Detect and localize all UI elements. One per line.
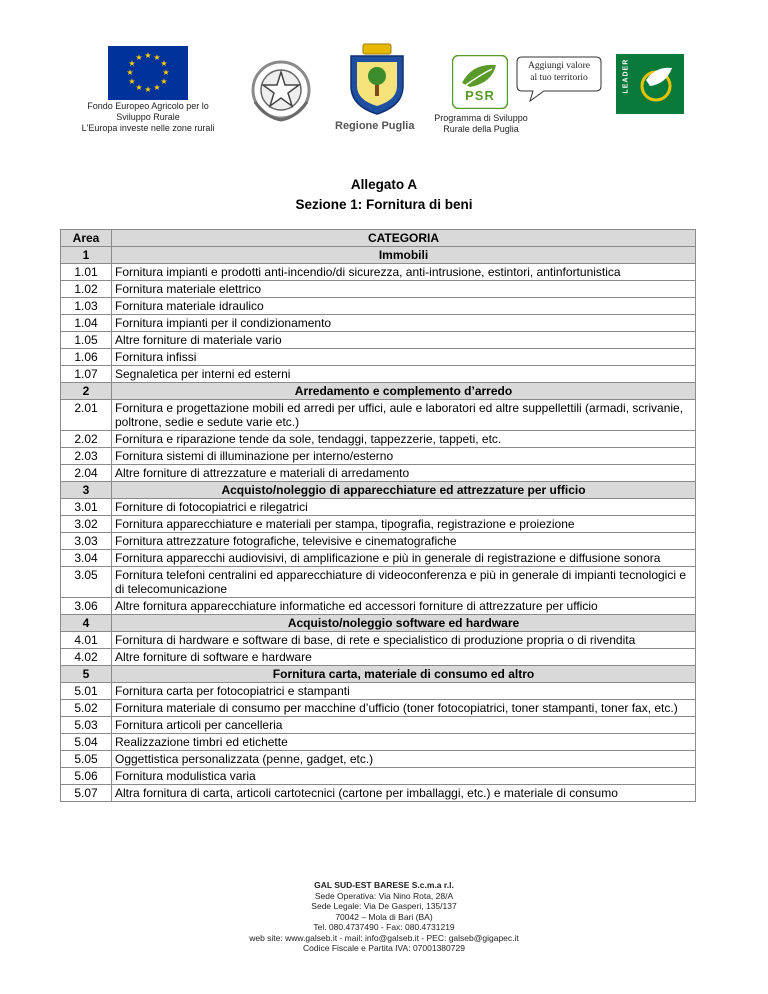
table-row [61,516,696,533]
title-allegato: Allegato A [350,177,418,192]
table-row [61,281,696,298]
area-code-cell: 2 [61,383,112,400]
eu-caption: Fondo Europeo Agricolo per lo Sviluppo Rurale L'Europa investe nelle zone rurali [81,101,215,133]
area-code-cell: 3.05 [61,567,112,598]
svg-text:★: ★ [135,83,143,92]
area-code-cell: 5.03 [61,717,112,734]
area-code-cell: 5.06 [61,768,112,785]
category-cell: Altre forniture di materiale vario [112,332,696,349]
section-title-cell: Acquisto/noleggio software ed hardware [112,615,696,632]
footer-sede-operativa: Sede Operativa: Via Nino Rota, 28/A [314,890,454,901]
category-cell: Oggettistica personalizzata (penne, gadget, etc.) [112,751,696,768]
leader-logo [616,54,684,114]
category-cell: Fornitura e progettazione mobili ed arredi per uffici, aule e laboratori ed altre suppellettili (armadi, scrivanie, poltrone, sedie e sedute varie etc.) [112,400,696,431]
area-code-cell: 5 [61,666,112,683]
area-code-cell: 1.07 [61,366,112,383]
area-code-cell: 1.01 [61,264,112,281]
bubble-line-1: Aggiungi valore [527,61,590,71]
eu-flag-logo [108,46,188,100]
svg-text:★: ★ [153,53,161,62]
footer-city: 70042 – Mola di Bari (BA) [335,911,433,922]
svg-text:★: ★ [128,77,136,86]
table-row [61,264,696,281]
table-row [61,785,696,802]
category-cell: Fornitura carta per fotocopiatrici e stampanti [112,683,696,700]
table-row [61,400,696,431]
category-cell: Fornitura attrezzature fotografiche, televisive e cinematografiche [112,533,696,550]
category-cell: Fornitura materiale di consumo per macchine d’ufficio (toner fotocopiatrici, toner stampanti, toner fax, etc.) [112,700,696,717]
italian-republic-emblem [247,56,315,124]
table-row [61,649,696,666]
table-row [61,700,696,717]
area-code-cell: 4.02 [61,649,112,666]
area-code-cell: 3.02 [61,516,112,533]
category-cell: Fornitura materiale elettrico [112,281,696,298]
category-cell: Fornitura e riparazione tende da sole, tendaggi, tappezzerie, tappeti, etc. [112,431,696,448]
svg-text:★: ★ [162,68,170,77]
table-row [61,683,696,700]
psr-logo-text: PSR [465,88,495,103]
table-row [61,366,696,383]
category-cell: Fornitura telefoni centralini ed apparecchiature di videoconferenza e più in generale di impianti tecnologici e di telecomunicazione [112,567,696,598]
area-code-cell: 1.02 [61,281,112,298]
area-code-cell: 4.01 [61,632,112,649]
category-cell: Fornitura infissi [112,349,696,366]
area-code-cell: 1.05 [61,332,112,349]
area-code-cell: 2.02 [61,431,112,448]
table-row [61,315,696,332]
section-title-cell: Acquisto/noleggio di apparecchiature ed attrezzature per ufficio [112,482,696,499]
table-header-row [61,230,696,247]
category-cell: Fornitura modulistica varia [112,768,696,785]
regione-puglia-caption: Regione Puglia [335,120,415,132]
footer [0,880,768,954]
category-cell: Segnaletica per interni ed esterni [112,366,696,383]
category-cell: Fornitura apparecchiature e materiali per stampa, tipografia, registrazione e proiezione [112,516,696,533]
area-code-cell: 2.04 [61,465,112,482]
area-code-cell: 1.06 [61,349,112,366]
category-column-header: CATEGORIA [112,230,696,247]
category-cell: Fornitura impianti per il condizionamento [112,315,696,332]
psr-caption: Programma di Sviluppo Rurale della Puglia [434,113,528,134]
footer-phone: Tel. 080.4737490 - Fax: 080.4731219 [313,922,455,932]
category-cell: Fornitura di hardware e software di base, di rete e specialistico di produzione propria o di rivendita [112,632,696,649]
section-title-cell: Arredamento e complemento d’arredo [112,383,696,400]
table-row [61,567,696,598]
svg-text:★: ★ [153,83,161,92]
category-cell: Altre fornitura apparecchiature informatiche ed accessori forniture di attrezzature per ufficio [112,598,696,615]
svg-text:★: ★ [128,59,136,68]
footer-org-name: GAL SUD-EST BARESE S.c.m.a r.l. [314,880,454,890]
category-table [60,229,696,802]
area-code-cell: 5.01 [61,683,112,700]
bubble-line-2: al tuo territorio [530,73,588,83]
regione-puglia-crest [345,42,409,116]
table-row [61,734,696,751]
category-cell: Altra fornitura di carta, articoli cartotecnici (cartone per imballaggi, etc.) e materiale di consumo [112,785,696,802]
area-code-cell: 4 [61,615,112,632]
table-row [61,298,696,315]
footer-web: web site: www.galseb.it - mail: info@galseb.it - PEC: galseb@gigapec.it [249,932,519,943]
section-title-cell: Immobili [112,247,696,264]
svg-text:★: ★ [160,77,168,86]
table-row [61,448,696,465]
section-header-row [61,383,696,400]
title-sezione: Sezione 1: Fornitura di beni [295,197,473,212]
svg-text:★: ★ [144,85,152,94]
table-row [61,465,696,482]
area-column-header: Area [61,230,112,247]
area-code-cell: 5.04 [61,734,112,751]
area-code-cell: 3.03 [61,533,112,550]
area-code-cell: 3.01 [61,499,112,516]
category-cell: Fornitura sistemi di illuminazione per interno/esterno [112,448,696,465]
footer-sede-legale: Sede Legale: Via De Gasperi, 135/137 [311,901,457,911]
table-row [61,717,696,734]
svg-text:★: ★ [160,59,168,68]
category-cell: Altre forniture di software e hardware [112,649,696,666]
area-code-cell: 5.07 [61,785,112,802]
area-code-cell: 1.03 [61,298,112,315]
svg-text:★: ★ [135,53,143,62]
area-code-cell: 5.05 [61,751,112,768]
footer-vat: Codice Fiscale e Partita IVA: 07001380729 [303,943,465,953]
table-row [61,632,696,649]
section-title-cell: Fornitura carta, materiale di consumo ed altro [112,666,696,683]
section-header-row [61,482,696,499]
section-header-row [61,615,696,632]
table-row [61,598,696,615]
leader-logo-text: LEADER [622,58,630,94]
psr-logo [452,55,508,109]
table-row [61,751,696,768]
area-code-cell: 5.02 [61,700,112,717]
section-header-row [61,666,696,683]
table-row [61,349,696,366]
category-cell: Fornitura articoli per cancelleria [112,717,696,734]
section-header-row [61,247,696,264]
table-row [61,533,696,550]
category-cell: Fornitura materiale idraulico [112,298,696,315]
area-code-cell: 2.01 [61,400,112,431]
speech-bubble [516,56,602,102]
category-cell: Fornitura apparecchi audiovisivi, di amplificazione e più in generale di registrazione e diffusione sonora [112,550,696,567]
area-code-cell: 3.04 [61,550,112,567]
table-row [61,768,696,785]
area-code-cell: 1.04 [61,315,112,332]
svg-text:★: ★ [144,51,152,60]
category-cell: Fornitura impianti e prodotti anti-incendio/di sicurezza, anti-intrusione, estintori, antinfortunistica [112,264,696,281]
svg-text:★: ★ [126,68,134,77]
area-code-cell: 2.03 [61,448,112,465]
category-cell: Forniture di fotocopiatrici e rilegatrici [112,499,696,516]
area-code-cell: 3.06 [61,598,112,615]
table-row [61,550,696,567]
table-row [61,332,696,349]
area-code-cell: 1 [61,247,112,264]
table-row [61,431,696,448]
area-code-cell: 3 [61,482,112,499]
category-cell: Altre forniture di attrezzature e materiali di arredamento [112,465,696,482]
table-row [61,499,696,516]
category-cell: Realizzazione timbri ed etichette [112,734,696,751]
